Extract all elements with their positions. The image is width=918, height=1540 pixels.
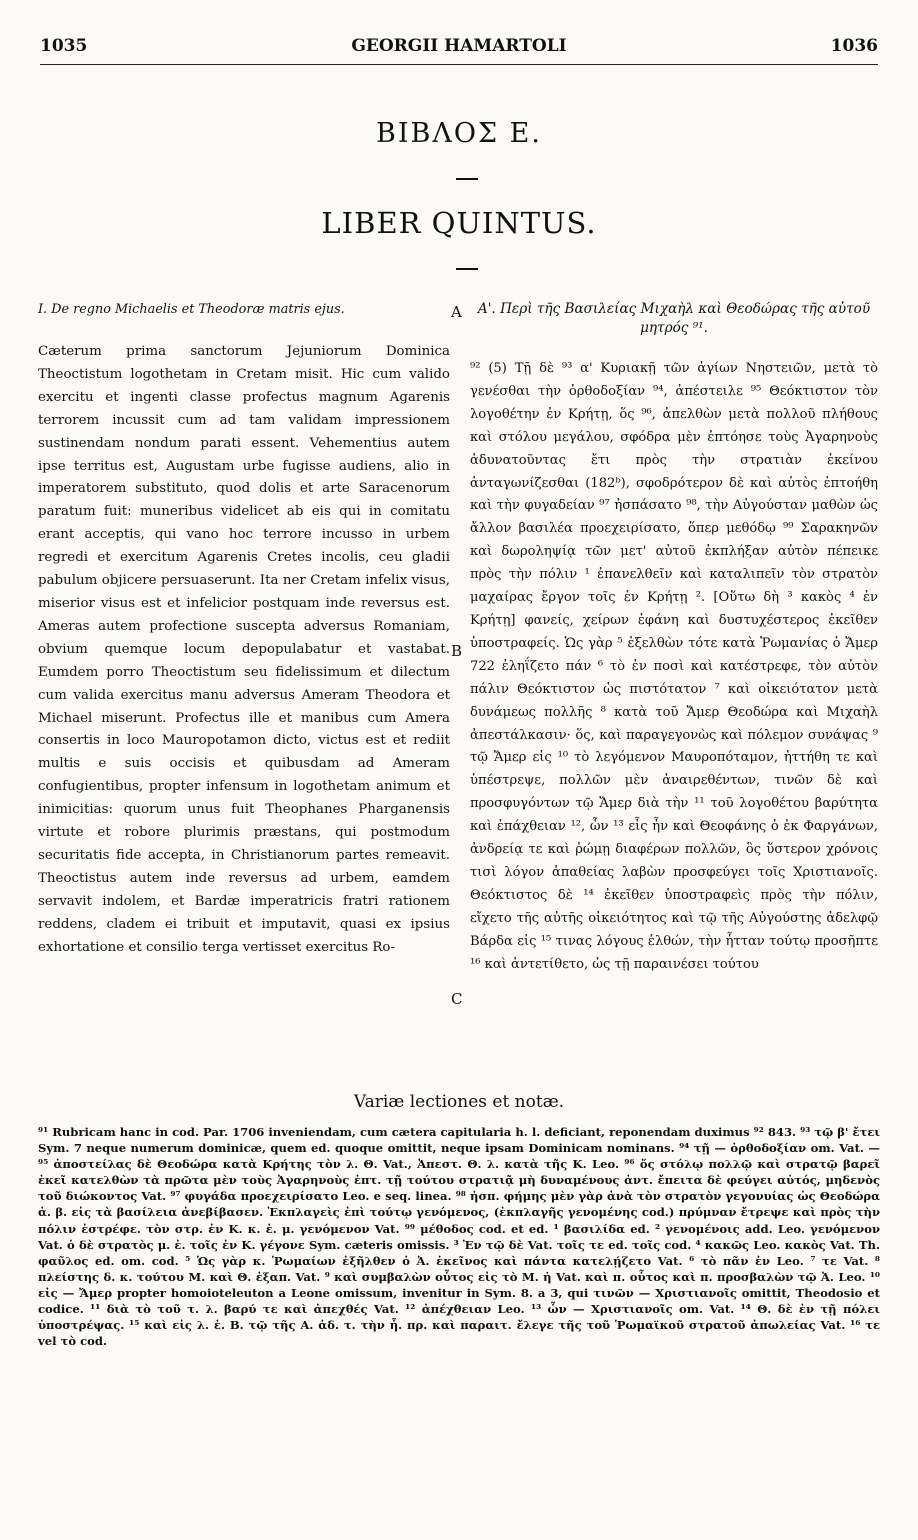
margin-marker-a: A <box>451 303 462 321</box>
variant-readings-notes <box>38 1124 880 1349</box>
header-rule <box>40 64 878 65</box>
notes-text: ⁹¹ Rubricam hanc in cod. Par. 1706 inveniendam, cum cætera capitularia h. l. deficiant, reponendam duximus ⁹² 843. ⁹³ τῷ β' ἔτει Sym. 7 neque numerum dominicæ, quem ed. quoque omittit, neque ipsam Dominicam nominans. ⁹⁴ τῇ — ὀρθοδοξίαν om. Vat. — ⁹⁵ ἀποστείλας δὲ Θεοδώρα κατὰ Κρήτης τὸν λ. Θ. Vat., Ἀπεστ. Θ. λ. κατὰ τῆς Κ. Leo. ⁹⁶ ὅς στόλῳ πολλῷ καὶ στρατῷ βαρεῖ ἐκεῖ κατελθὼν τὰ πρῶτα μὲν τοὺς Ἀγαρηνοὺς ἐπτ. τῇ τούτου στρατιᾷ μὴ δυναμένους ἀντ. ἔπειτα δὲ φεύγει αὐτός, μηδενὸς τοῦ διώκοντος Vat. ⁹⁷ φυγάδα προεχειρίσατο Leo. e seq. linea. ⁹⁸ ἠσπ. φήμης μὲν γὰρ ἀνὰ τὸν στρατὸν γεγονυίας ὡς Θεοδώρα ἀ. β. εἰς τὰ βασίλεια ἀνεβίβασεν. Ἐκπλαγεὶς ἐπὶ τούτῳ γενόμενος, (ἐκπλαγῆς γενομένης cod.) πρύμναν ἔτρεψε καὶ πρὸς τὴν πόλιν ἐστρέφε. τὸν στρ. ἐν Κ. κ. ἐ. μ. γενόμενον Vat. ⁹⁹ μέθοδος cod. et ed. ¹ βασιλίδα ed. ² γενομένοις add. Leo. γενόμενον Vat. ὁ δὲ στρατὸς μ. ἐ. τοῖς ἐν Κ. γέγονε Sym. cæteris omissis. ³ Ἐν τῷ δὲ Vat. τοῖς τε ed. τοῖς cod. ⁴ κακῶς Leo. κακὸς Vat. Th. φαῦλος ed. om. cod. ⁵ Ὡς γὰρ κ. Ῥωμαίων ἐξῆλθεν ὁ Ἀ. ἐκεῖνος καὶ πάντα κατελῄζετο Vat. ⁶ τὸ πᾶν ἐν Leo. ⁷ τε Vat. ⁸ πλείστης δ. κ. τούτου Μ. καὶ Θ. ἐξαπ. Vat. ⁹ καὶ συμβαλὼν οὗτος εἰς τὸ Μ. ἡ Vat. καὶ π. οὗτος καὶ π. προσβαλὼν τῷ Ἀ. Leo. ¹⁰ εἰς — Ἄμερ propter homoioteleuton a Leone omissum, invenitur in Sym. 8. a 3, qui τινῶν — Χριστιανοῖς omittit, Theodosio et codice. ¹¹ διὰ τὸ τοῦ τ. λ. βαρύ τε καὶ ἀπεχθές Vat. ¹² ἀπέχθειαν Leo. ¹³ ὧν — Χριστιανοῖς om. Vat. ¹⁴ Θ. δὲ ἐν τῇ πόλει ὑποστρέψας. ¹⁵ καὶ εἰς λ. ἐ. Β. τῷ τῆς Α. ἀδ. τ. τὴν ἧ. πρ. καὶ παραιτ. ἔλεγε τῆς τοῦ Ῥωμαϊκοῦ στρατοῦ ἀπωλείας Vat. ¹⁶ τε vel τὸ cod. <box>38 1125 880 1349</box>
margin-marker-b: B <box>451 642 463 660</box>
running-title: GEORGII HAMARTOLI <box>351 36 567 56</box>
latin-column <box>38 300 450 959</box>
book-title-latin: LIBER QUINTUS. <box>321 206 597 240</box>
running-head <box>40 36 878 56</box>
greek-column <box>470 300 878 976</box>
greek-text: ⁹² (5) Τῇ δὲ ⁹³ α' Κυριακῇ τῶν ἁγίων Νηστειῶν, μετὰ τὸ γενέσθαι τὴν ὀρθοδοξίαν ⁹⁴, ἀπέστειλε ⁹⁵ Θεόκτιστον τὸν λογοθέτην ἐν Κρήτῃ, ὅς ⁹⁶, ἀπελθὼν μετὰ πολλοῦ πλήθους καὶ στόλου μεγάλου, σφόδρα μὲν ἐπτόησε τοὺς Ἀγαρηνοὺς ἀδυνατοῦντας ἔτι πρὸς τὴν στρατιὰν ἐκείνου ἀνταγωνίζεσθαι (182ᵇ), σφοδρότερον δὲ καὶ αὐτὸς ἐπτοήθη καὶ τὴν φυγαδείαν ⁹⁷ ἠσπάσατο ⁹⁸, τὴν Αὐγούσταν μαθὼν ὡς ἄλλον βασιλέα προεχειρίσατο, ὅπερ μεθόδῳ ⁹⁹ Σαρακηνῶν καὶ δωροληψίᾳ τῶν μετ' αὐτοῦ ἐκπλήξαν αὐτὸν πέπεικε πρὸς τὴν πόλιν ¹ ἐπανελθεῖν καὶ καταλιπεῖν τὸν στρατὸν μαχαίρας ἔργον τοῖς ἐν Κρήτῃ ². [Οὕτω δὴ ³ κακὸς ⁴ ἐν Κρήτῃ] φανείς, χείρων ἐφάνη καὶ δυστυχέστερος ἐκεῖθεν ὑποστραφείς. Ὡς γὰρ ⁵ ἐξελθὼν τότε κατὰ Ῥωμανίας ὁ Ἄμερ 722 ἐληΐζετο πάν ⁶ τὸ ἐν ποσὶ καὶ κατέστρεφε, τὸν αὐτὸν πάλιν Θεόκτιστον ὡς πιστότατον ⁷ καὶ οἰκειότατον μετὰ δυνάμεως πολλῆς ⁸ κατὰ τοῦ Ἄμερ Θεοδώρα καὶ Μιχαὴλ ἀπεστάλκασιν· ὅς, καὶ παραγεγονὼς καὶ πόλεμον συνάψας ⁹ τῷ Ἄμερ εἰς ¹⁰ τὸ λεγόμενον Μαυροπόταμον, ἡττήθη τε καὶ ὑπέστρεψε, πολλῶν μὲν ἀναιρεθέντων, τινῶν δὲ καὶ προσφυγόντων τῷ Ἄμερ διὰ τὴν ¹¹ τοῦ λογοθέτου βαρύτητα καὶ ἐπάχθειαν ¹², ὧν ¹³ εἷς ἦν καὶ Θεοφάνης ὁ ἐκ Φαργάνων, ἀνδρείᾳ τε καὶ ῥώμῃ διαφέρων πολλῶν, ὃς ὕστερον χρόνοις τισὶ λόγον ἀπαθείας λαβὼν προσφεύγει τοῖς Χριστιανοῖς. Θεόκτιστος δὲ ¹⁴ ἐκεῖθεν ὑποστραφεὶς πρὸς τὴν πόλιν, εἴχετο τῆς αὐτῆς οἰκειότητος καὶ τῷ τῆς Αὐγούστης ἀδελφῷ Βάρδα εἰς ¹⁵ τινας λόγους ἐλθών, τὴν ἧτταν τούτῳ προσῆπτε ¹⁶ καὶ ἀντετίθετο, ὡς τῇ παραινέσει τούτου <box>470 361 878 972</box>
chapter-heading-latin: I. De regno Michaelis et Theodoræ matris ejus. <box>38 302 345 317</box>
title-dash <box>456 268 478 270</box>
book-title-greek: ΒΙΒΛΟΣ Ε. <box>376 118 542 149</box>
latin-text: Cæterum prima sanctorum Jejuniorum Dominica Theoctistum logothetam in Cretam misit. Hic cum valido exercitu et ingenti classe profectus magnum Agarenis terrorem incussit cum ad tam validam impressionem sustinendam nondum parati essent. Vehementius autem ipse territus est, Augustam urbe fugisse audiens, alio in imperatorem substituto, quod dolis et arte Saracenorum paratum fuit: muneribus videlicet ab eis qui in comitatu erant acceptis, qui vano hoc terrore incusso in urbem regredi et exercitum Agarenis Cretes incolis, ceu gladii pabulum objicere persuaserunt. Ita ner Cretam infelix visus, miserior visus est et infelicior postquam inde reversus est. Ameras autem profectione suscepta adversus Romaniam, obvium quemque locum depopulabatur et vastabat. Eumdem porro Theoctistum seu fidelissimum et dilectum cum valida exercitus manu adversus Ameram Theodora et Michael miserunt. Profectus ille et manibus cum Amera consertis in loco Mauropotamon dicto, victus est et rediit multis e suis occisis et quibusdam ad Ameram confugientibus, propter infensum in logothetam animum et inimicitias: quorum unus fuit Theophanes Pharganensis virtute et robore plurimis præstans, qui postmodum securitatis fide accepta, in Christianorum partes remeavit. Theoctistus autem inde reversus ad urbem, eamdem servavit indolem, et Bardæ imperatricis fratri rationem reddens, cladem ei tribuit et imputavit, quasi ex ipsius exhortatione et consilio terga vertisset exercitus Ro- <box>38 344 450 955</box>
margin-marker-c: C <box>451 990 463 1008</box>
page-number-left: 1035 <box>40 36 88 56</box>
page-number-right: 1036 <box>830 36 878 56</box>
title-dash <box>456 178 478 180</box>
notes-title: Variæ lectiones et notæ. <box>353 1092 565 1112</box>
chapter-heading-greek: Α'. Περὶ τῆς Βασιλείας Μιχαὴλ καὶ Θεοδώρας τῆς αὐτοῦ μητρός ⁹¹. <box>477 301 871 336</box>
